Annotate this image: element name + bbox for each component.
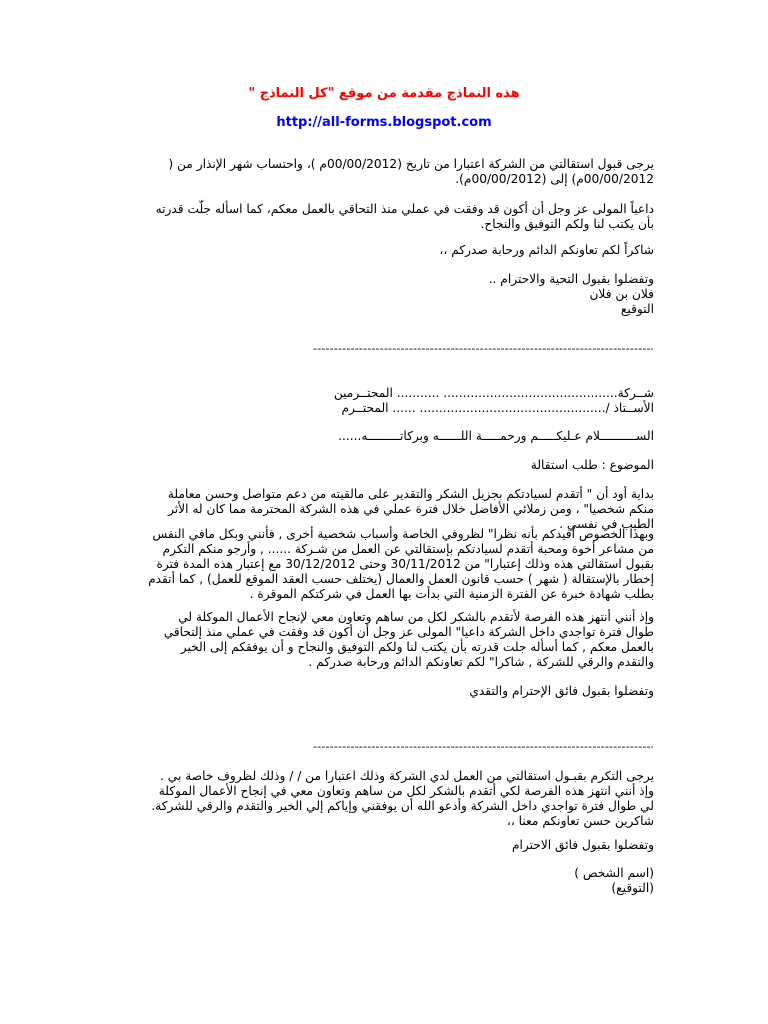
paragraph-line: بقبول استقالتي هذه وذلك إعتبارا" من 30/11/2012 وحتى 30/12/2012 مع إعتبار هذه المدة فترة xyxy=(156,557,654,571)
form2-paragraph-1 xyxy=(109,487,654,532)
closing-text: وتفضلوا بقبول فائق الاحترام xyxy=(511,838,654,852)
paragraph-line: بالعمل معكم , كما أسأله جلت قدرته بأن يكتب لنا ولكم التوفيق والنجاح و أن يوفقكم إلى الخير xyxy=(180,640,654,654)
paragraph-line: إخطار بالإستقالة ( شهر ) حسب قانون العمل والعمال (يختلف حسب العقد الموقع للعمل) , كما أتقدم xyxy=(148,572,654,586)
form2-paragraph-3 xyxy=(109,610,654,670)
paragraph-line: من مشاعر أخوة ومحبة أتقدم لسيادتكم بإستقالتي عن العمل من شـركة ...... , وأرجو منكم التكرم xyxy=(162,542,654,556)
form1-signoff xyxy=(109,272,654,317)
regards-text: وتفضلوا بقبول التحية والاحترام .. xyxy=(488,272,654,286)
company-line: شــركة............................................. ........... المحتــرمين xyxy=(333,386,654,400)
paragraph-line: وبهذا الخصوص أفيدكم بأنه نظرا" لظروفي الخاصة وأسباب شخصية أخرى , فأنني وبكل مافي النفس xyxy=(152,527,654,541)
form3-signature xyxy=(109,866,654,896)
form2-greeting xyxy=(109,429,654,444)
paragraph-line: لي طوال فترة تواجدي داخل الشركة وأدعو الله أن يوفقني وإياكم إلي الخير والتقدم والرقي للشركة. xyxy=(151,799,654,813)
closing-text: وتفضلوا بقبول فائق الإحترام والتقدي xyxy=(469,684,654,698)
recipient-line: الأســتاذ /................................................ ...... المحتــرم xyxy=(341,401,654,415)
paragraph-line: وإذ أنني أنتهز هذه الفرصة لأتقدم بالشكر لكل من ساهم وتعاون معي لإنجاح الأعمال الموكلة لي xyxy=(178,610,654,624)
form1-line: يرجى قبول استقالتي من الشركة اعتبارا من تاريخ (00/00/2012م )، واحتساب شهر الإنذار من ( xyxy=(168,157,654,171)
subject-line: الموضوع : طلب استقالة xyxy=(530,458,654,472)
greeting-text: الســــــــــلام عـليكـــــم ورحمـــــة اللــــــه وبركاتـــــــــه...... xyxy=(338,429,654,443)
form2-paragraph-2 xyxy=(109,527,654,602)
paragraph-line: يرجى التكرم بقبـول استقالتي من العمل لدي الشركة وذلك اعتبارا من / / وذلك لظروف خاصة بي . xyxy=(160,769,654,783)
paragraph-line: طوال فترة تواجدي داخل الشركة داعيا" المولى عز وجل أن أكون قد وفقت في عملي منذ إلتحاقي xyxy=(163,625,654,639)
form2-subject xyxy=(109,458,654,473)
form3-body xyxy=(109,769,654,829)
page-title: هذه النماذج مقدمة من موقع "كل النماذج " xyxy=(248,86,520,101)
paragraph-line: الطيب في نفسي . xyxy=(559,517,654,531)
sender-name: فلان بن فلان xyxy=(589,287,654,301)
site-url-link[interactable]: http://all-forms.blogspot.com xyxy=(276,115,492,130)
paragraph-line: بداية أود أن " أتقدم لسيادتكم بجزيل الشكر والتقدير على مالقيته من دعم متواصل وحسن معاملة xyxy=(167,487,654,501)
person-name-placeholder: (اسم الشخص ) xyxy=(574,866,654,880)
paragraph-line: وإذ أنني انتهز هذه الفرصة لكي أتقدم بالشكر لكل من ساهم وتعاون معي في إنجاح الأعمال الموكلة xyxy=(158,784,654,798)
signature-label: التوقيع xyxy=(620,302,654,316)
form2-address xyxy=(109,386,654,416)
form1-opening xyxy=(109,157,654,187)
section-divider xyxy=(313,740,653,754)
form2-closing xyxy=(109,684,654,699)
form3-closing xyxy=(109,838,654,853)
paragraph-line: بطلب شهادة خبرة عن الفترة الزمنية التي بدأت بها العمل في شركتكم الموقرة . xyxy=(249,587,654,601)
form1-line: 00/00/2012م) إلى (00/00/2012م). xyxy=(455,172,654,186)
form1-thanks xyxy=(109,243,654,258)
thanks-text: شاكراً لكم تعاونكم الدائم ورحابة صدركم ،، xyxy=(439,243,654,257)
form1-line: بأن يكتب لنا ولكم التوفيق والنجاح. xyxy=(480,217,654,231)
paragraph-line: شاكرين حسن تعاونكم معنا ،، xyxy=(506,814,654,828)
form1-line: داعياً المولى عز وجل أن أكون قد وفقت في عملي منذ التحاقي بالعمل معكم، كما اسأله جلّت قدرته xyxy=(155,202,654,216)
paragraph-line: والتقدم والرقي للشركة , شاكرا" لكم تعاونكم الدائم ورحابة صدركم . xyxy=(308,655,654,669)
signature-placeholder: (التوقيع) xyxy=(611,881,654,895)
section-divider xyxy=(313,342,653,356)
paragraph-line: منكم شخصيا" ، ومن زملائي الأفاضل خلال فترة عملي في هذه الشركة المحترمة مما كان له الأثر xyxy=(168,502,654,516)
form1-paragraph xyxy=(109,202,654,232)
